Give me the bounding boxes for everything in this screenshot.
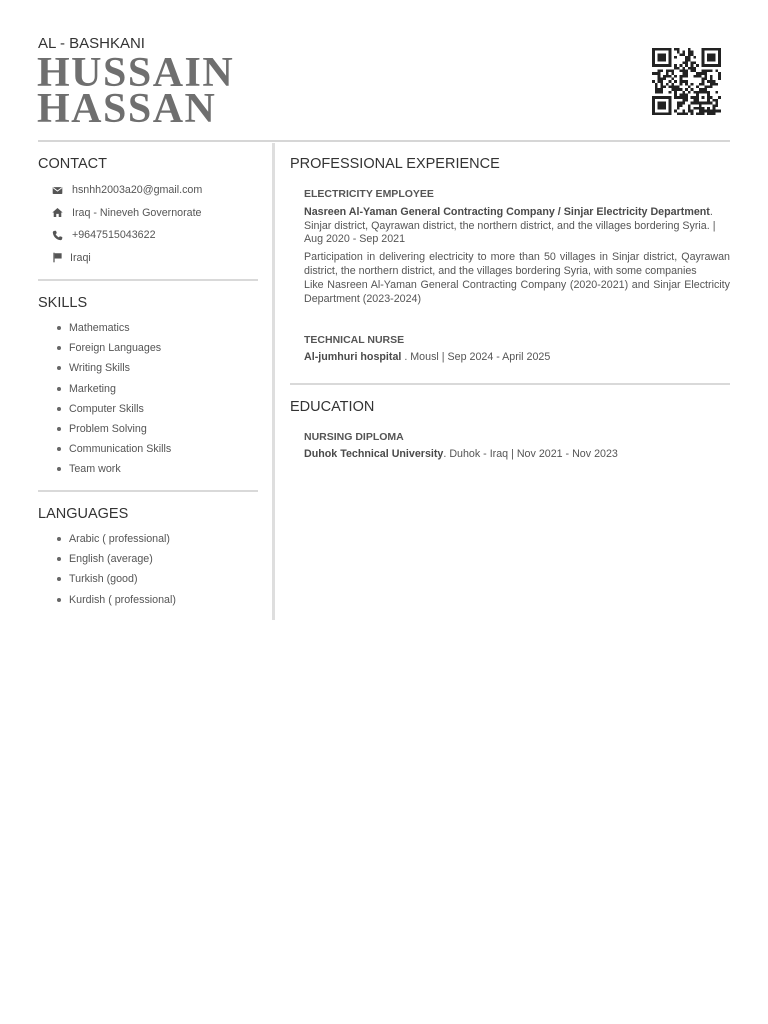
bullet <box>57 326 61 330</box>
skills-heading: SKILLS <box>38 295 88 311</box>
list-item <box>38 459 258 479</box>
skills-list <box>38 318 258 480</box>
language-text: Turkish (good) <box>69 573 138 586</box>
education-entry <box>304 431 730 462</box>
job-details <box>304 206 730 247</box>
job-employer: Al-jumhuri hospital <box>304 351 402 363</box>
skill-text: Team work <box>69 463 121 476</box>
contact-address <box>38 202 258 225</box>
list-item <box>38 358 258 378</box>
contact-nationality <box>38 247 258 270</box>
education-title: NURSING DIPLOMA <box>304 431 404 443</box>
job-location: . Sinjar district, Qayrawan district, the northern district, and the villages bordering Syria. <box>304 206 713 232</box>
list-item <box>38 569 258 589</box>
flag-icon <box>52 252 63 263</box>
contact-heading: CONTACT <box>38 156 108 172</box>
contact-email <box>38 179 258 202</box>
skill-text: Writing Skills <box>69 362 130 375</box>
phone-icon <box>52 230 63 241</box>
skills-divider <box>38 490 258 492</box>
skill-text: Marketing <box>69 382 116 395</box>
bullet <box>57 598 61 602</box>
bullet <box>57 577 61 581</box>
job-details <box>304 351 730 365</box>
bullet <box>57 387 61 391</box>
bullet <box>57 427 61 431</box>
job-dates: | Aug 2020 - Sep 2021 <box>304 219 716 245</box>
list-item <box>38 549 258 569</box>
last-name: HASSAN <box>37 86 217 132</box>
contact-address-text: Iraq - Nineveh Governorate <box>72 206 202 219</box>
list-item <box>38 318 258 338</box>
job-title: TECHNICAL NURSE <box>304 334 405 346</box>
education-location: . Duhok - Iraq <box>443 448 509 460</box>
surname: AL - BASHKANI <box>38 35 145 52</box>
bullet <box>57 467 61 471</box>
language-text: Arabic ( professional) <box>69 533 170 545</box>
job-description-line: Participation in delivering electricity to more than 50 villages in Sinjar district, Qayrawan district, the northern district, and the villages bordering Syria, with some companies <box>304 251 730 277</box>
contact-email-text: hsnhh2003a20@gmail.com <box>72 184 203 196</box>
languages-heading: LANGUAGES <box>38 506 129 522</box>
education-school: Duhok Technical University <box>304 448 444 460</box>
list-item <box>38 379 258 399</box>
education-dates: | Nov 2021 - Nov 2023 <box>508 448 618 460</box>
contact-phone <box>38 224 258 247</box>
skill-text: Mathematics <box>69 322 130 334</box>
job-entry <box>304 188 730 306</box>
bullet <box>57 407 61 411</box>
envelope-icon <box>52 185 63 196</box>
skill-text: Communication Skills <box>69 443 172 456</box>
list-item <box>38 338 258 358</box>
job-description-line: Like Nasreen Al-Yaman General Contracting Company (2020-2021) and Sinjar Electricity Department (2023-2024) <box>304 279 730 305</box>
skill-text: Foreign Languages <box>69 342 162 355</box>
contact-divider <box>38 279 258 281</box>
job-description <box>304 250 730 306</box>
job-employer: Nasreen Al-Yaman General Contracting Company / Sinjar Electricity Department <box>304 206 710 218</box>
experience-divider <box>290 383 730 385</box>
education-details <box>304 448 730 462</box>
job-dates: | Sep 2024 - April 2025 <box>438 351 551 363</box>
skill-text: Computer Skills <box>69 402 144 415</box>
full-name <box>37 50 235 132</box>
contact-nationality-text: Iraqi <box>70 251 91 264</box>
language-text: English (average) <box>69 553 153 566</box>
job-entry <box>304 334 730 365</box>
languages-list <box>38 529 258 610</box>
experience-heading: PROFESSIONAL EXPERIENCE <box>290 156 500 172</box>
skill-text: Problem Solving <box>69 422 147 435</box>
job-location: . Mousl <box>401 351 439 363</box>
bullet <box>57 537 61 541</box>
first-name: HUSSAIN <box>37 50 235 96</box>
list-item <box>38 529 258 549</box>
bullet <box>57 557 61 561</box>
list-item <box>38 590 258 610</box>
bullet <box>57 366 61 370</box>
bullet <box>57 346 61 350</box>
list-item <box>38 419 258 439</box>
header-divider <box>38 140 730 142</box>
language-text: Kurdish ( professional) <box>69 593 176 606</box>
education-heading: EDUCATION <box>290 399 375 415</box>
home-icon <box>52 207 63 218</box>
bullet <box>57 447 61 451</box>
list-item <box>38 399 258 419</box>
contact-phone-text: +9647515043622 <box>72 229 156 241</box>
job-title: ELECTRICITY EMPLOYEE <box>304 188 434 200</box>
contact-list <box>38 179 258 269</box>
column-divider <box>272 143 275 620</box>
list-item <box>38 439 258 459</box>
qr-code <box>652 48 721 115</box>
